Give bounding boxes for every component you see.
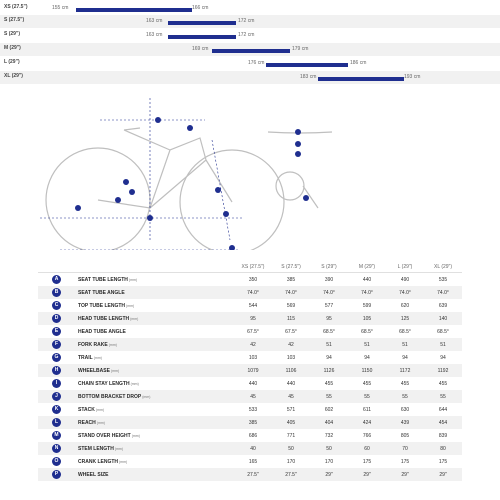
- row-name: WHEEL SIZE: [78, 471, 109, 478]
- row-value: 455: [400, 380, 410, 387]
- row-badge: N: [52, 444, 61, 453]
- row-value: 115: [287, 315, 295, 322]
- table-row: [38, 338, 462, 351]
- row-value: 771: [286, 432, 296, 439]
- row-value: 27.5": [285, 471, 297, 478]
- row-value: 50: [288, 445, 294, 452]
- row-value: 95: [250, 315, 256, 322]
- row-value: 51: [440, 341, 446, 348]
- row-name: FORK RAKE: [78, 341, 108, 348]
- size-max: 166 cm: [192, 5, 209, 11]
- row-value: 55: [440, 393, 446, 400]
- row-value: 140: [438, 315, 448, 322]
- row-unit: (mm): [114, 446, 124, 451]
- table-row: [38, 455, 462, 468]
- row-name: STACK: [78, 406, 95, 413]
- row-unit: (mm): [142, 394, 151, 399]
- size-min: 163 cm: [146, 18, 163, 24]
- row-value: 175: [400, 458, 410, 465]
- geometry-diagram: [0, 90, 500, 250]
- row-value: 45: [250, 393, 256, 400]
- row-value: 440: [248, 380, 258, 387]
- row-value: 94: [326, 354, 332, 361]
- row-badge: G: [52, 353, 61, 362]
- row-value: 55: [326, 393, 332, 400]
- row-value: 405: [286, 419, 296, 426]
- row-value: 70: [402, 445, 408, 452]
- row-value: 170: [324, 458, 334, 465]
- table-row: [38, 429, 462, 442]
- row-value: 1126: [323, 367, 335, 374]
- row-value: 490: [400, 276, 410, 283]
- row-value: 74.0°: [399, 289, 411, 296]
- table-row: [38, 312, 462, 325]
- row-value: 732: [324, 432, 334, 439]
- row-value: 95: [326, 315, 332, 322]
- row-value: 535: [438, 276, 448, 283]
- row-value: 170: [286, 458, 296, 465]
- row-value: 74.0°: [285, 289, 297, 296]
- row-value: 29": [401, 471, 409, 478]
- row-value: 175: [438, 458, 448, 465]
- size-range-bar: [76, 8, 192, 12]
- row-value: 577: [324, 302, 334, 309]
- size-max: 179 cm: [292, 46, 309, 52]
- diagram-markers: [75, 117, 309, 250]
- row-value: 94: [440, 354, 446, 361]
- row-value: 27.5": [247, 471, 259, 478]
- row-badge: O: [52, 457, 61, 466]
- size-min: 169 cm: [192, 46, 209, 52]
- row-name: CRANK LENGTH: [78, 458, 118, 465]
- row-value: 385: [286, 276, 296, 283]
- row-value: 125: [400, 315, 410, 322]
- size-label: L (29"): [4, 59, 20, 65]
- size-row-xl: [0, 71, 500, 84]
- row-value: 569: [286, 302, 296, 309]
- size-label: XS (27.5"): [4, 4, 28, 10]
- geometry-table: [38, 262, 462, 481]
- size-max: 172 cm: [238, 18, 255, 24]
- table-row: [38, 325, 462, 338]
- row-value: 639: [438, 302, 448, 309]
- col-xs: XS (27.5"): [241, 264, 265, 270]
- table-row: [38, 468, 462, 481]
- row-value: 385: [248, 419, 258, 426]
- row-value: 454: [438, 419, 448, 426]
- row-value: 68.5°: [399, 328, 411, 335]
- row-unit: (mm): [119, 459, 128, 464]
- table-row: [38, 377, 462, 390]
- row-value: 29": [439, 471, 447, 478]
- row-value: 350: [248, 276, 258, 283]
- row-value: 40: [250, 445, 256, 452]
- row-value: 455: [362, 380, 372, 387]
- row-unit: (mm): [93, 355, 102, 360]
- row-value: 42: [250, 341, 256, 348]
- front-wheel: [180, 150, 284, 250]
- row-badge: J: [52, 392, 61, 401]
- row-badge: C: [52, 301, 61, 310]
- row-value: 51: [402, 341, 408, 348]
- row-unit: (mm): [128, 277, 138, 282]
- size-range-bar: [168, 21, 236, 25]
- row-unit: (mm): [130, 316, 139, 321]
- row-value: 94: [364, 354, 370, 361]
- row-name: SEAT TUBE ANGLE: [78, 289, 125, 296]
- row-badge: P: [52, 470, 61, 479]
- row-value: 404: [324, 419, 334, 426]
- row-value: 68.5°: [361, 328, 373, 335]
- row-value: 686: [248, 432, 258, 439]
- row-value: 1192: [437, 367, 449, 374]
- col-s-29: S (29"): [321, 264, 337, 270]
- row-badge: I: [52, 379, 61, 388]
- row-name: STAND OVER HEIGHT: [78, 432, 131, 439]
- row-value: 60: [364, 445, 370, 452]
- size-max: 172 cm: [238, 32, 255, 38]
- row-value: 42: [288, 341, 294, 348]
- rider-size-chart: [0, 0, 500, 88]
- row-value: 440: [362, 276, 372, 283]
- row-value: 1079: [247, 367, 259, 374]
- row-value: 544: [248, 302, 258, 309]
- table-row: [38, 286, 462, 299]
- row-name: TRAIL: [78, 354, 93, 361]
- row-value: 94: [402, 354, 408, 361]
- table-row: [38, 442, 462, 455]
- row-value: 175: [362, 458, 372, 465]
- row-value: 644: [438, 406, 448, 413]
- row-name: HEAD TUBE LENGTH: [78, 315, 130, 322]
- row-value: 74.0°: [437, 289, 449, 296]
- row-unit: (mm): [110, 368, 120, 373]
- size-row-m: [0, 43, 500, 56]
- col-l: L (29"): [397, 264, 413, 270]
- row-value: 533: [248, 406, 258, 413]
- size-row-s-275: [0, 15, 500, 28]
- table-header: [38, 262, 462, 273]
- row-value: 766: [362, 432, 372, 439]
- row-value: 51: [326, 341, 332, 348]
- row-value: 390: [324, 276, 334, 283]
- row-value: 599: [362, 302, 372, 309]
- col-xl: XL (29"): [434, 264, 452, 270]
- row-value: 68.5°: [437, 328, 449, 335]
- row-value: 424: [362, 419, 372, 426]
- row-value: 165: [248, 458, 258, 465]
- row-badge: A: [52, 275, 61, 284]
- table-row: [38, 416, 462, 429]
- size-min: 163 cm: [146, 32, 163, 38]
- size-label: XL (29"): [4, 73, 23, 79]
- row-value: 1106: [285, 367, 297, 374]
- table-row: [38, 351, 462, 364]
- size-min: 183 cm: [300, 74, 317, 80]
- row-value: 611: [363, 406, 371, 413]
- size-max: 193 cm: [404, 74, 421, 80]
- row-badge: F: [52, 340, 61, 349]
- row-value: 105: [362, 315, 372, 322]
- size-max: 186 cm: [350, 60, 367, 66]
- row-value: 29": [325, 471, 333, 478]
- row-badge: M: [52, 431, 61, 440]
- size-label: S (27.5"): [4, 17, 25, 23]
- size-label: M (29"): [4, 45, 21, 51]
- row-value: 51: [364, 341, 370, 348]
- row-value: 455: [324, 380, 334, 387]
- size-range-bar: [212, 49, 290, 53]
- row-value: 103: [248, 354, 258, 361]
- row-value: 55: [364, 393, 370, 400]
- row-value: 440: [286, 380, 296, 387]
- row-value: 571: [286, 406, 296, 413]
- size-row-l: [0, 57, 500, 70]
- size-label: S (29"): [4, 31, 20, 37]
- row-value: 839: [438, 432, 448, 439]
- row-unit: (mm): [95, 407, 105, 412]
- row-value: 439: [400, 419, 410, 426]
- row-value: 55: [402, 393, 408, 400]
- row-value: 45: [288, 393, 294, 400]
- row-value: 805: [400, 432, 410, 439]
- size-min: 176 cm: [248, 60, 265, 66]
- row-unit: (mm): [126, 303, 135, 308]
- row-value: 80: [440, 445, 446, 452]
- row-name: BOTTOM BRACKET DROP: [78, 393, 142, 400]
- row-name: STEM LENGTH: [78, 445, 114, 452]
- row-unit: (mm): [96, 420, 105, 425]
- table-row: [38, 273, 462, 286]
- row-value: 67.5°: [285, 328, 297, 335]
- size-row-xs: [0, 2, 500, 15]
- row-value: 1150: [361, 367, 373, 374]
- row-badge: L: [52, 418, 61, 427]
- size-range-bar: [318, 77, 404, 81]
- row-value: 103: [286, 354, 296, 361]
- row-badge: H: [52, 366, 61, 375]
- row-badge: E: [52, 327, 61, 336]
- row-unit: (mm): [131, 433, 140, 438]
- row-value: 74.0°: [323, 289, 335, 296]
- table-body: [38, 273, 462, 481]
- row-name: TOP TUBE LENGTH: [78, 302, 126, 309]
- size-min: 155 cm: [52, 5, 69, 11]
- size-row-s-29: [0, 29, 500, 42]
- row-badge: B: [52, 288, 61, 297]
- row-name: WHEELBASE: [78, 367, 110, 374]
- row-value: 1172: [399, 367, 411, 374]
- table-row: [38, 364, 462, 377]
- row-name: CHAIN STAY LENGTH: [78, 380, 130, 387]
- table-row: [38, 299, 462, 312]
- row-value: 455: [438, 380, 448, 387]
- row-value: 50: [326, 445, 332, 452]
- row-name: REACH: [78, 419, 96, 426]
- size-range-bar: [168, 35, 236, 39]
- size-range-bar: [266, 63, 348, 67]
- row-badge: K: [52, 405, 61, 414]
- row-value: 74.0°: [361, 289, 373, 296]
- row-value: 602: [324, 406, 334, 413]
- row-value: 67.5°: [247, 328, 259, 335]
- row-unit: (mm): [108, 342, 117, 347]
- table-row: [38, 403, 462, 416]
- col-s-275: S (27.5"): [281, 264, 301, 270]
- row-badge: D: [52, 314, 61, 323]
- row-name: HEAD TUBE ANGLE: [78, 328, 126, 335]
- row-unit: (mm): [130, 381, 139, 386]
- rear-wheel: [46, 148, 150, 250]
- row-name: SEAT TUBE LENGTH: [78, 276, 128, 283]
- bike-frame: [98, 128, 232, 208]
- table-row: [38, 390, 462, 403]
- row-value: 74.0°: [247, 289, 259, 296]
- row-value: 68.5°: [323, 328, 335, 335]
- row-value: 630: [400, 406, 410, 413]
- col-m: M (29"): [358, 264, 376, 270]
- row-value: 620: [400, 302, 410, 309]
- row-value: 29": [363, 471, 371, 478]
